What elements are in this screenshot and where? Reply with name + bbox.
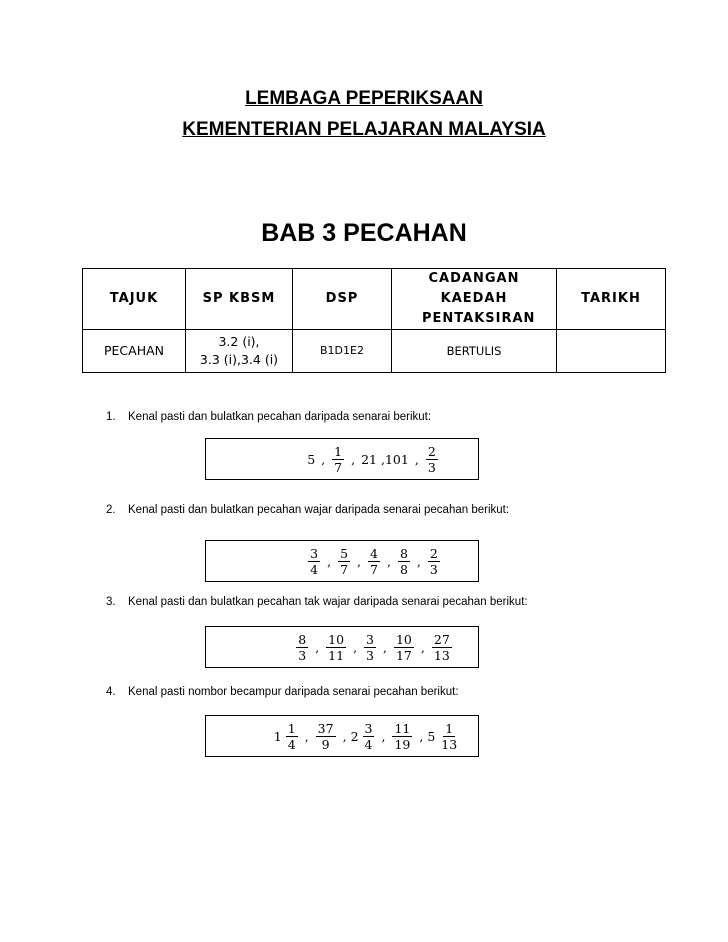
answer-box-4 — [205, 715, 479, 757]
whole-part: 2 — [350, 728, 359, 744]
fraction — [364, 632, 376, 663]
denominator: 19 — [394, 736, 411, 752]
list-item: 21 ,101 — [361, 451, 409, 467]
separator: , — [351, 451, 356, 467]
question-3 — [106, 596, 528, 608]
denominator: 7 — [334, 459, 343, 475]
chapter-title: BAB 3 PECAHAN — [261, 219, 467, 247]
numerator: 10 — [328, 631, 345, 647]
mixed-number — [427, 721, 462, 752]
numerator: 10 — [395, 631, 412, 647]
numerator: 8 — [399, 545, 408, 561]
answer-box-2 — [205, 540, 479, 582]
whole-part: 1 — [273, 728, 282, 744]
separator: , — [416, 553, 421, 569]
numerator: 5 — [340, 545, 349, 561]
denominator: 17 — [395, 647, 412, 663]
cell-sp-kbsm — [186, 330, 293, 373]
numerator: 3 — [310, 545, 319, 561]
denominator: 3 — [366, 647, 374, 663]
question-number: 1. — [106, 411, 116, 423]
numerator: 4 — [370, 545, 378, 561]
numerator: 1 — [287, 720, 296, 736]
denominator: 4 — [287, 736, 296, 752]
denominator: 13 — [433, 647, 450, 663]
denominator: 3 — [429, 561, 438, 577]
header-tajuk: TAJUK — [83, 269, 186, 330]
question-2 — [106, 504, 509, 516]
fraction — [368, 546, 380, 577]
denominator: 4 — [310, 561, 319, 577]
fraction — [296, 632, 308, 663]
numerator: 11 — [394, 720, 411, 736]
fraction — [308, 546, 320, 577]
separator: , — [386, 553, 391, 569]
cell-tajuk: PECAHAN — [83, 330, 186, 373]
mixed-number — [274, 721, 301, 752]
separator: , — [304, 728, 309, 744]
header-tarikh: TARIKH — [557, 269, 666, 330]
header-line-2: KEMENTERIAN PELAJARAN MALAYSIA — [182, 119, 546, 140]
question-4 — [106, 686, 459, 698]
separator: , — [381, 728, 386, 744]
denominator: 8 — [399, 561, 408, 577]
fraction — [286, 721, 298, 752]
denominator: 11 — [328, 647, 345, 663]
list-item: 5 — [307, 451, 316, 467]
cell-tarikh — [557, 330, 666, 373]
numerator: 2 — [427, 443, 436, 459]
denominator: 3 — [298, 647, 307, 663]
separator: , — [420, 639, 425, 655]
sp-line-2: 3.3 (i),3.4 (i) — [199, 352, 279, 367]
mixed-number — [351, 721, 378, 752]
fraction — [392, 721, 412, 752]
fraction-list — [206, 439, 478, 479]
fraction-list — [206, 627, 478, 667]
denominator: 4 — [364, 736, 373, 752]
separator: , — [357, 553, 362, 569]
denominator: 7 — [370, 561, 378, 577]
denominator: 3 — [427, 459, 436, 475]
fraction — [316, 721, 336, 752]
numerator: 8 — [298, 631, 307, 647]
question-text: Kenal pasti dan bulatkan pecahan tak wajar daripada senarai pecahan berikut: — [128, 596, 528, 608]
numerator: 1 — [445, 720, 454, 736]
cell-kaedah: BERTULIS — [392, 330, 557, 373]
fraction — [363, 721, 375, 752]
fraction-list — [206, 541, 478, 581]
header-line-1: LEMBAGA PEPERIKSAAN — [245, 88, 483, 109]
numerator: 37 — [317, 720, 334, 736]
fraction — [326, 632, 346, 663]
denominator: 13 — [441, 736, 458, 752]
denominator: 9 — [321, 736, 330, 752]
header-kaedah: CADANGAN KAEDAH PENTAKSIRAN — [392, 269, 557, 330]
fraction — [428, 546, 440, 577]
numerator: 2 — [429, 545, 438, 561]
denominator: 7 — [340, 561, 349, 577]
question-text: Kenal pasti dan bulatkan pecahan daripada senarai berikut: — [128, 411, 432, 423]
numerator: 3 — [366, 631, 374, 647]
separator: , — [327, 553, 332, 569]
table-row — [83, 330, 666, 373]
question-1 — [106, 411, 431, 423]
question-number: 2. — [106, 504, 116, 516]
question-text: Kenal pasti dan bulatkan pecahan wajar daripada senarai pecahan berikut: — [128, 504, 510, 516]
question-number: 3. — [106, 596, 116, 608]
numerator: 27 — [433, 631, 450, 647]
separator: , — [353, 639, 358, 655]
fraction — [426, 444, 438, 475]
table-header-row — [83, 269, 666, 330]
separator: , — [414, 451, 419, 467]
header-dsp: DSP — [293, 269, 392, 330]
separator: , — [342, 728, 347, 744]
question-number: 4. — [106, 686, 116, 698]
separator: , — [383, 639, 387, 655]
answer-box-3 — [205, 626, 479, 668]
cell-dsp: B1D1E2 — [293, 330, 392, 373]
numerator: 3 — [364, 720, 373, 736]
fraction — [432, 632, 452, 663]
fraction — [332, 444, 344, 475]
info-table — [82, 268, 666, 373]
separator: , — [419, 728, 424, 744]
answer-box-1 — [205, 438, 479, 480]
sp-line-1: 3.2 (i), — [218, 334, 260, 349]
question-text: Kenal pasti nombor becampur daripada senarai pecahan berikut: — [128, 686, 459, 698]
whole-part: 5 — [427, 728, 436, 744]
separator: , — [321, 451, 326, 467]
fraction — [398, 546, 410, 577]
fraction — [338, 546, 350, 577]
fraction-list — [206, 716, 478, 756]
header-sp-kbsm: SP KBSM — [186, 269, 293, 330]
numerator: 1 — [334, 443, 343, 459]
fraction — [394, 632, 414, 663]
fraction — [439, 721, 459, 752]
separator: , — [315, 639, 320, 655]
